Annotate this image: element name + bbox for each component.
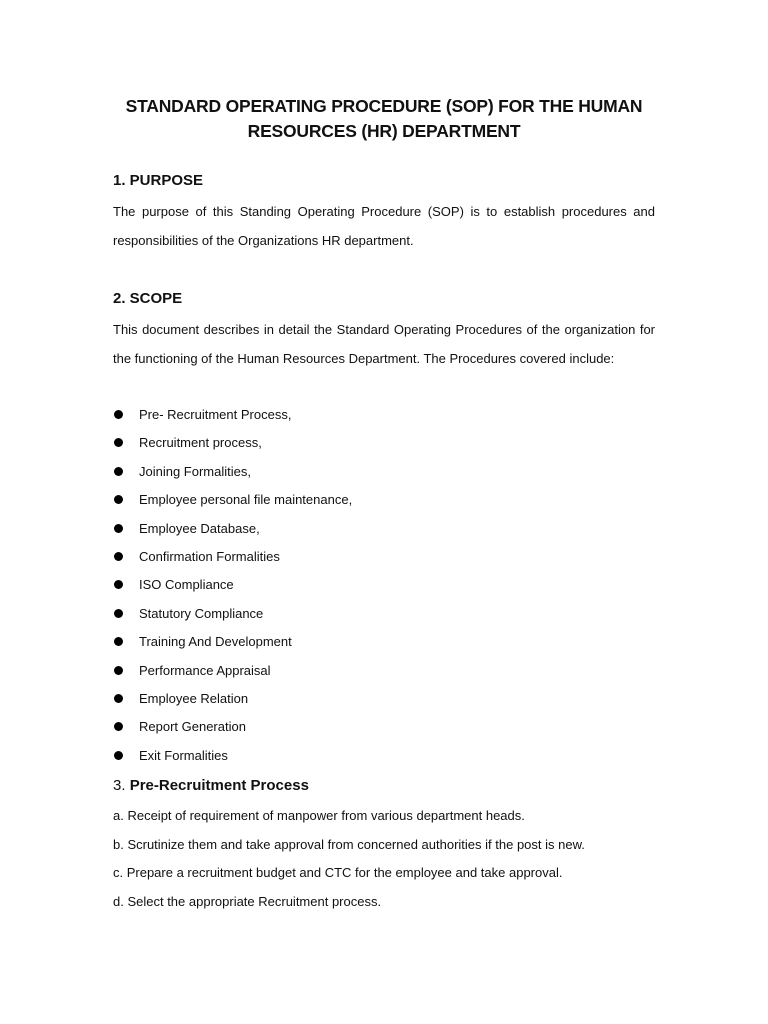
bullet-icon [114,552,123,561]
list-item-label: Employee Database, [139,520,260,536]
scope-heading: 2. SCOPE [113,290,183,307]
step-item: d. Select the appropriate Recruitment process. [113,893,382,909]
list-item-label: Training And Development [139,634,292,650]
list-item-label: ISO Compliance [139,577,234,593]
list-item-label: Employee Relation [139,690,249,706]
list-item [113,401,352,429]
section-title: Pre-Recruitment Process [129,777,309,794]
bullet-icon [114,609,123,618]
list-item-label: Confirmation Formalities [139,548,280,564]
purpose-heading: 1. PURPOSE [113,172,204,189]
list-item [113,600,352,628]
section-number: 3. [113,777,126,794]
list-item [113,486,352,514]
bullet-icon [114,666,123,675]
list-item [113,742,352,770]
list-item-label: Pre- Recruitment Process, [139,407,292,422]
list-item-label: Joining Formalities, [139,463,251,479]
pre-recruitment-heading [113,776,309,796]
list-item-label: Report Generation [139,719,246,735]
list-item-label: Recruitment process, [139,435,262,451]
list-item [113,571,352,599]
bullet-icon [114,467,123,476]
scope-text: This document describes in detail the Standard Operating Procedures of the organization for the functioning of the Human Resources Department. The Procedures covered include: [113,322,655,366]
list-item [113,458,352,486]
bullet-icon [114,637,123,646]
list-item [113,628,352,656]
list-item-label: Employee personal file maintenance, [139,492,353,508]
list-item [113,713,352,741]
bullet-icon [114,524,123,533]
bullet-icon [114,751,123,760]
step-item: a. Receipt of requirement of manpower from various department heads. [113,808,525,823]
document-title: STANDARD OPERATING PROCEDURE (SOP) FOR THE HUMAN RESOURCES (HR) DEPARTMENT [125,96,643,141]
list-item-label: Exit Formalities [139,747,228,763]
list-item [113,543,352,571]
list-item [113,429,352,457]
bullet-icon [114,694,123,703]
step-item: b. Scrutinize them and take approval from concerned authorities if the post is new. [113,836,585,852]
bullet-icon [114,722,123,731]
pre-recruitment-steps [113,802,585,916]
list-item [113,657,352,685]
list-item-label: Performance Appraisal [139,662,271,678]
step-item: c. Prepare a recruitment budget and CTC for the employee and take approval. [113,865,563,881]
bullet-icon [114,438,123,447]
list-item [113,685,352,713]
list-item [113,515,352,543]
scope-procedure-list [113,401,352,770]
list-item-label: Statutory Compliance [139,605,264,621]
bullet-icon [114,580,123,589]
bullet-icon [114,495,123,504]
bullet-icon [114,410,123,419]
purpose-text: The purpose of this Standing Operating Procedure (SOP) is to establish procedures and responsibilities of the Organizations HR department. [113,204,655,248]
